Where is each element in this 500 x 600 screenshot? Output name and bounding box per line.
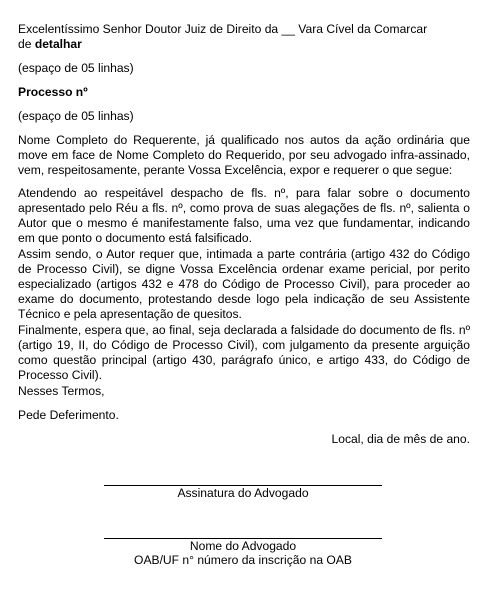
place-date: Local, dia de mês de ano. bbox=[331, 432, 470, 446]
dispatch-paragraph: Atendendo ao respeitável despacho de fls. nº, para falar sobre o documento apresentado pelo Réu a fls. nº, como prova de suas alegações de fls. nº, salienta o Autor que o mesmo é manifestamente falso, uma vez que fundamentar, indicando em que ponto o documento está falsificado. bbox=[18, 186, 470, 245]
intro-paragraph: Nome Completo do Requerente, já qualificado nos autos da ação ordinária que move em face de Nome Completo do Requerido, por seu advogado infra-assinado, vem, respeitosamente, perante Vossa Excelência, expor e requerer o que segue: bbox=[18, 133, 470, 177]
court-address-prefix: de bbox=[18, 37, 35, 51]
spacing-note-2: (espaço de 05 linhas) bbox=[18, 109, 134, 123]
request-text: Pede Deferimento. bbox=[18, 408, 119, 422]
comarca-placeholder: detalhar bbox=[34, 37, 82, 51]
spacing-note-1: (espaço de 05 linhas) bbox=[18, 61, 134, 75]
court-address-line-1: Excelentíssimo Senhor Doutor Juiz de Direito da __ Vara Cível da Comarcar bbox=[18, 22, 428, 36]
oab-registration-label: OAB/UF n° número da inscrição na OAB bbox=[134, 553, 352, 567]
closing-text: Nesses Termos, bbox=[18, 384, 105, 398]
request-paragraph: Assim sendo, o Autor requer que, intimada a parte contrária (artigo 432 do Código de Processo Civil), se digne Vossa Excelência ordenar exame pericial, por perito especializado (artigos 432 e 478 do Código de Processo Civil), para proceder ao exame do documento, protestando desde logo pela indicação de seu Assistente Técnico e pela apresentação de quesitos. bbox=[18, 247, 470, 321]
lawyer-signature-label: Assinatura do Advogado bbox=[177, 486, 309, 500]
final-paragraph: Finalmente, espera que, ao final, seja declarada a falsidade do documento de fls. nº (artigo 19, II, do Código de Processo Civil), com julgamento da presente arguição como questão principal (artigo 430, parágrafo único, e artigo 433, do Código de Processo Civil). bbox=[18, 323, 470, 382]
court-address bbox=[18, 22, 470, 52]
process-number-title: Processo nº bbox=[18, 85, 88, 99]
lawyer-name-label: Nome do Advogado bbox=[189, 539, 297, 553]
